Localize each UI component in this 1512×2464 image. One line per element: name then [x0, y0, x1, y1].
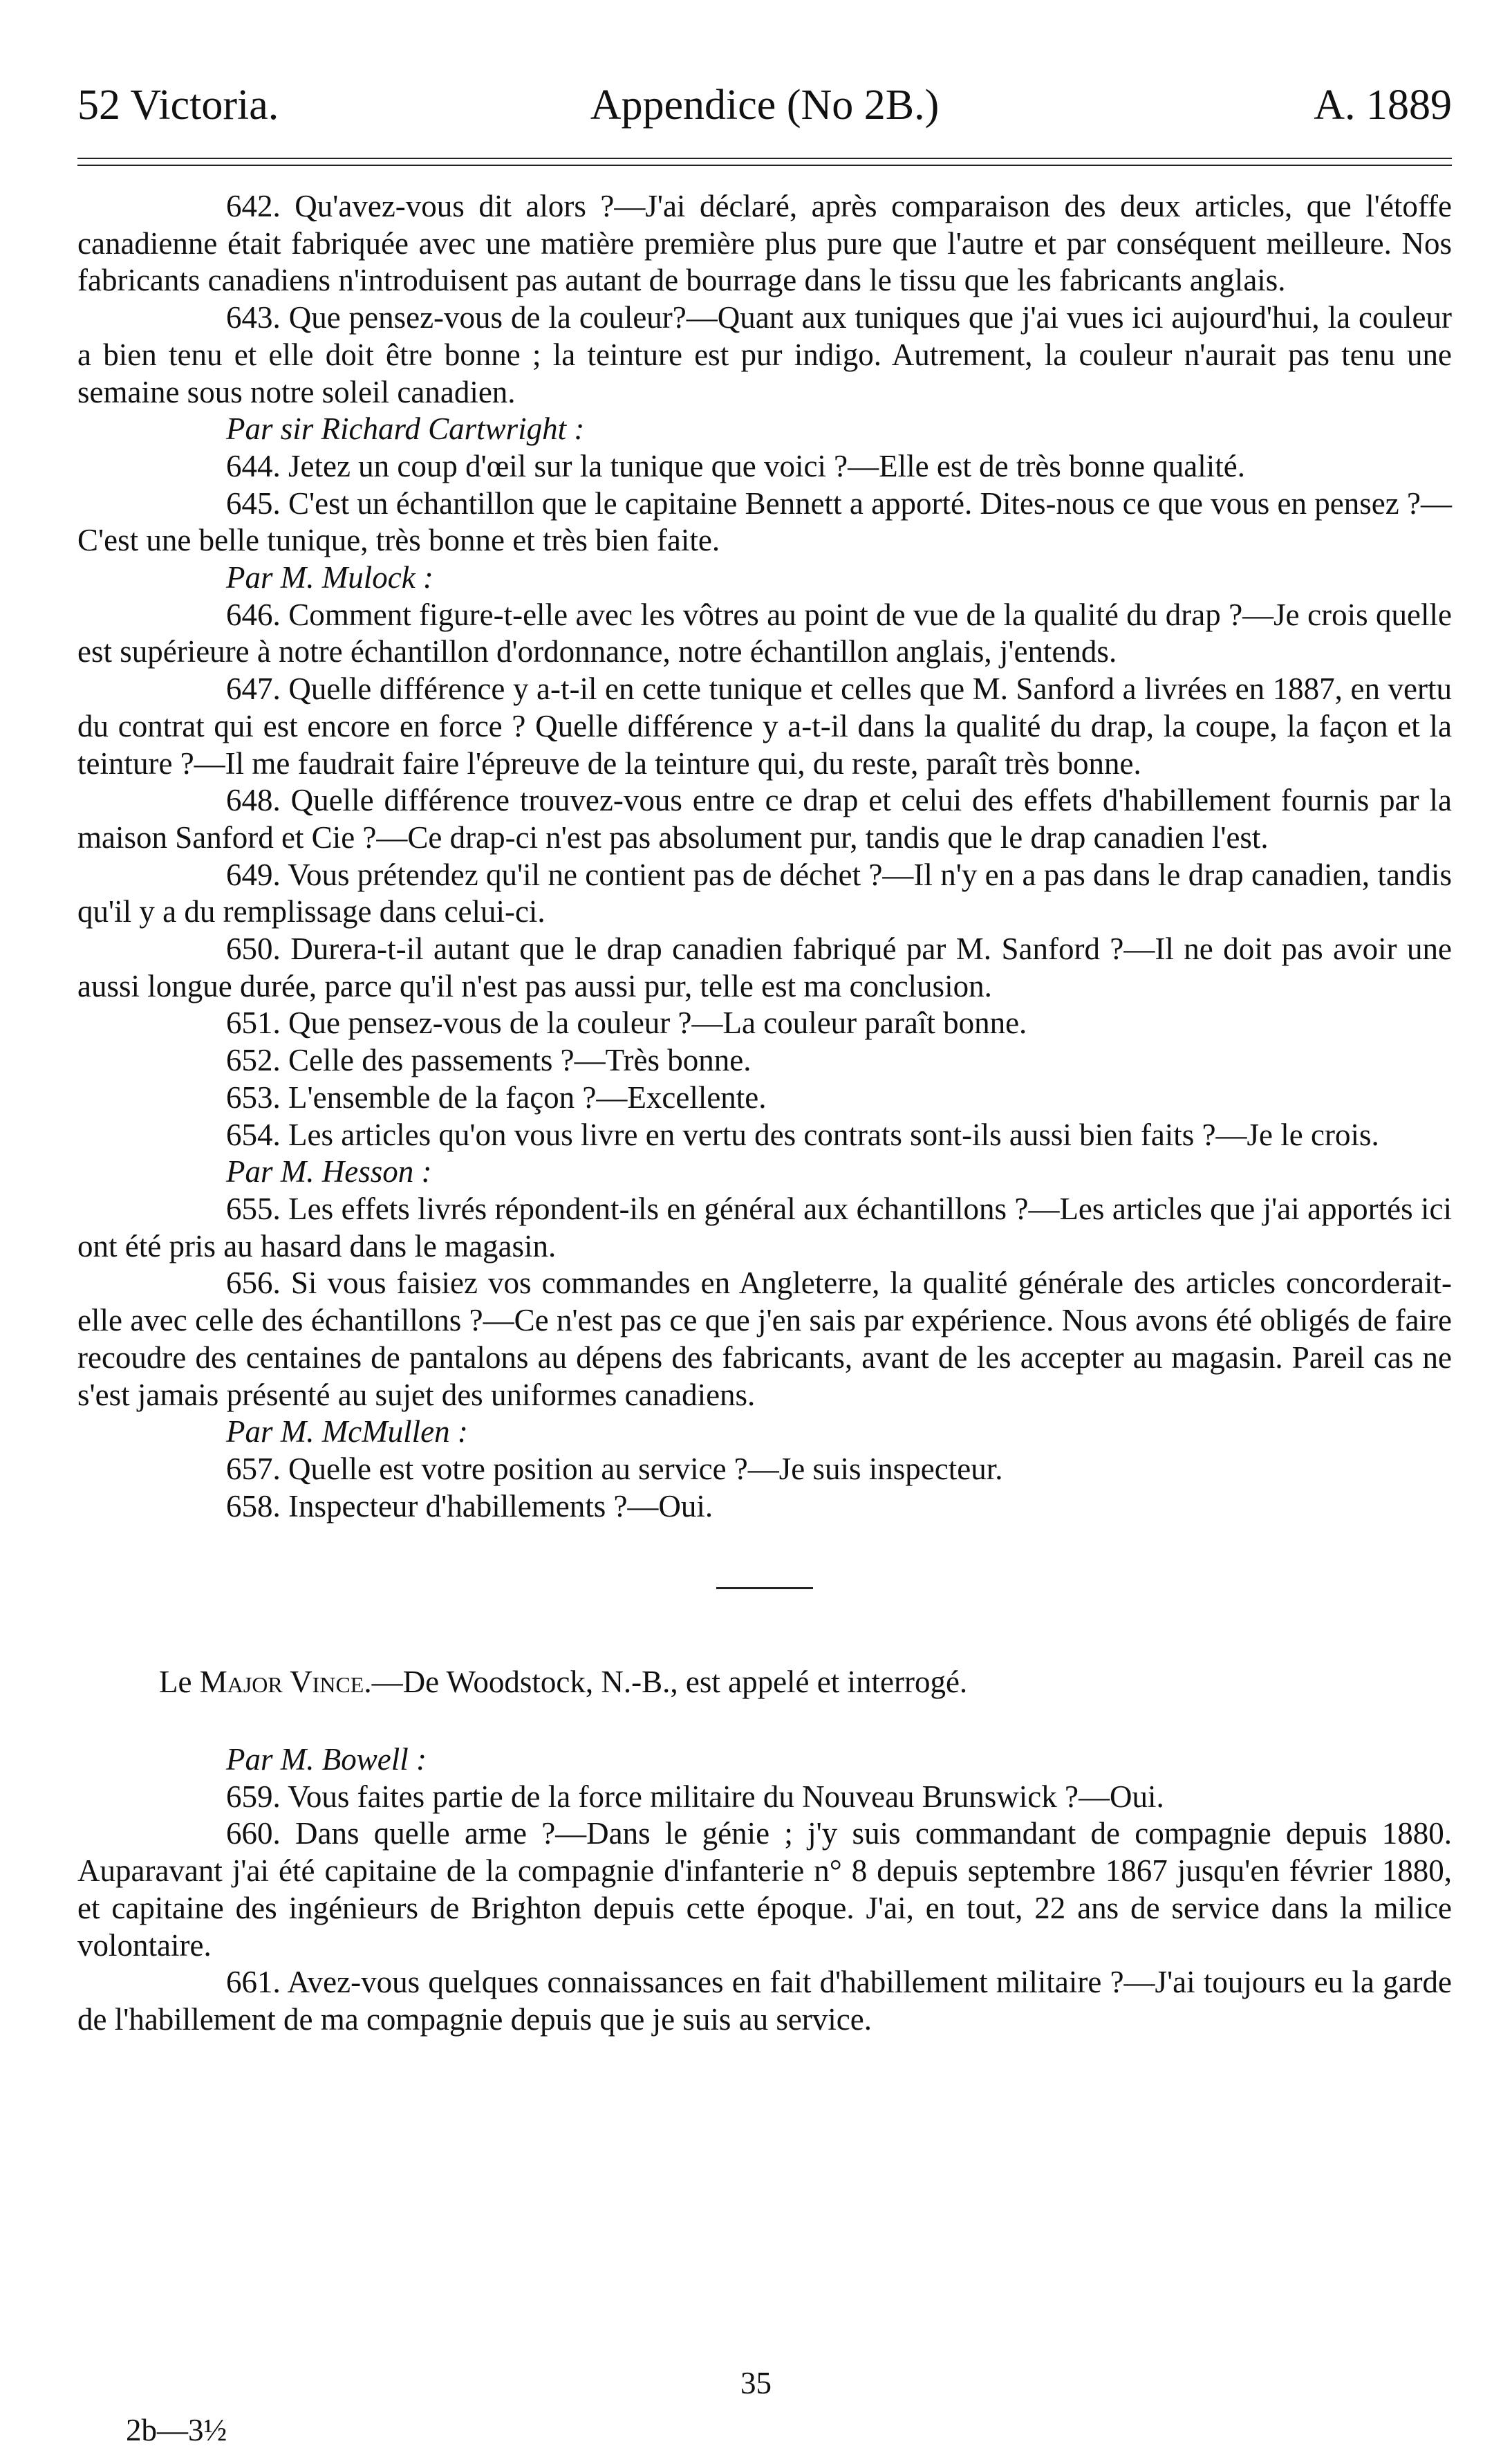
testimony-body	[77, 188, 1452, 2039]
section-divider	[716, 1587, 813, 1589]
question-paragraph: 646. Comment figure-t-elle avec les vôtres au point de vue de la qualité du drap ?—Je crois quelle est supérieure à notre échantillon d'ordonnance, notre échantillon anglais, j'entends.	[77, 597, 1452, 669]
page-number: 35	[740, 2366, 772, 2400]
question-paragraph: 651. Que pensez-vous de la couleur ?—La couleur paraît bonne.	[226, 1006, 1027, 1041]
question-paragraph: 658. Inspecteur d'habillements ?—Oui.	[226, 1488, 713, 1523]
speaker-line: Par sir Richard Cartwright :	[226, 411, 585, 447]
signature-mark: 2b—3½	[126, 2413, 227, 2447]
witness-introduction	[77, 1664, 1452, 1701]
question-paragraph: 648. Quelle différence trouvez-vous entre ce drap et celui des effets d'habillement fournis par la maison Sanford et Cie ?—Ce drap-ci n'est pas absolument pur, tandis que le drap canadien l'est.	[77, 783, 1452, 855]
question-paragraph: 661. Avez-vous quelques connaissances en fait d'habillement militaire ?—J'ai toujours eu la garde de l'habillement de ma compagnie depuis que je suis au service.	[77, 1965, 1452, 2037]
witness-name: Major Vince	[199, 1665, 364, 1700]
testimony-section-second	[77, 1741, 1452, 2039]
testimony-section-first	[77, 188, 1452, 1525]
header-appendix: Appendice (No 2B.)	[590, 82, 940, 129]
question-paragraph: 652. Celle des passements ?—Très bonne.	[226, 1043, 752, 1078]
speaker-line: Par M. McMullen :	[226, 1414, 468, 1449]
intro-lead: Le	[159, 1665, 200, 1700]
question-paragraph: 653. L'ensemble de la façon ?—Excellente.	[226, 1080, 767, 1115]
speaker-line: Par M. Hesson :	[226, 1154, 432, 1189]
question-paragraph: 654. Les articles qu'on vous livre en vertu des contrats sont-ils aussi bien faits ?—Je le crois.	[226, 1117, 1379, 1152]
question-paragraph: 647. Quelle différence y a-t-il en cette tunique et celles que M. Sanford a livrées en 1887, en vertu du contrat qui est encore en force ? Quelle différence y a-t-il dans la qualité du drap, la coupe, la façon et la teinture ?—Il me faudrait faire l'épreuve de la teinture qui, du reste, paraît très bonne.	[77, 671, 1452, 781]
header-double-rule	[77, 158, 1452, 166]
speaker-line: Par M. Mulock :	[226, 560, 433, 595]
running-header	[77, 77, 1452, 133]
question-paragraph: 656. Si vous faisiez vos commandes en Angleterre, la qualité générale des articles concorderait-elle avec celle des échantillons ?—Ce n'est pas ce que j'en sais par expérience. Nous avons été obligés de faire recoudre des centaines de pantalons au dépens des fabricants, avant de les accepter au magasin. Pareil cas ne s'est jamais présenté au sujet des uniformes canadiens.	[77, 1266, 1452, 1412]
speaker-line: Par M. Bowell :	[226, 1742, 427, 1777]
question-paragraph: 645. C'est un échantillon que le capitaine Bennett a apporté. Dites-nous ce que vous en pensez ?—C'est une belle tunique, très bonne et très bien faite.	[77, 485, 1452, 558]
question-paragraph: 659. Vous faites partie de la force militaire du Nouveau Brunswick ?—Oui.	[226, 1779, 1164, 1814]
question-paragraph: 660. Dans quelle arme ?—Dans le génie ; j'y suis commandant de compagnie depuis 1880. Auparavant j'ai été capitaine de la compagnie d'infanterie n° 8 depuis septembre 1867 jusqu'en février 1880, et capitaine des ingénieurs de Brighton depuis cette époque. J'ai, en tout, 22 ans de service dans la milice volontaire.	[77, 1816, 1452, 1963]
question-paragraph: 657. Quelle est votre position au service ?—Je suis inspecteur.	[226, 1451, 1003, 1486]
question-paragraph: 649. Vous prétendez qu'il ne contient pas de déchet ?—Il n'y en a pas dans le drap canadien, tandis qu'il y a du remplissage dans celui-ci.	[77, 857, 1452, 929]
question-paragraph: 642. Qu'avez-vous dit alors ?—J'ai déclaré, après comparaison des deux articles, que l'étoffe canadienne était fabriquée avec une matière première plus pure que l'autre et par conséquent meilleure. Nos fabricants canadiens n'introduisent pas autant de bourrage dans le tissu que les fabricants anglais.	[77, 189, 1452, 298]
header-year: A. 1889	[1314, 82, 1452, 129]
question-paragraph: 655. Les effets livrés répondent-ils en général aux échantillons ?—Les articles que j'ai apportés ici ont été pris au hasard dans le magasin.	[77, 1191, 1452, 1263]
question-paragraph: 650. Durera-t-il autant que le drap canadien fabriqué par M. Sanford ?—Il ne doit pas avoir une aussi longue durée, parce qu'il n'est pas aussi pur, telle est ma conclusion.	[77, 932, 1452, 1003]
intro-rest: .—De Woodstock, N.-B., est appelé et interrogé.	[364, 1665, 968, 1700]
question-paragraph: 643. Que pensez-vous de la couleur?—Quant aux tuniques que j'ai vues ici aujourd'hui, la couleur a bien tenu et elle doit être bonne ; la teinture est pur indigo. Autrement, la couleur n'aurait pas tenu une semaine sous notre soleil canadien.	[77, 300, 1452, 409]
question-paragraph: 644. Jetez un coup d'œil sur la tunique que voici ?—Elle est de très bonne qualité.	[226, 448, 1245, 483]
header-session: 52 Victoria.	[77, 82, 279, 129]
